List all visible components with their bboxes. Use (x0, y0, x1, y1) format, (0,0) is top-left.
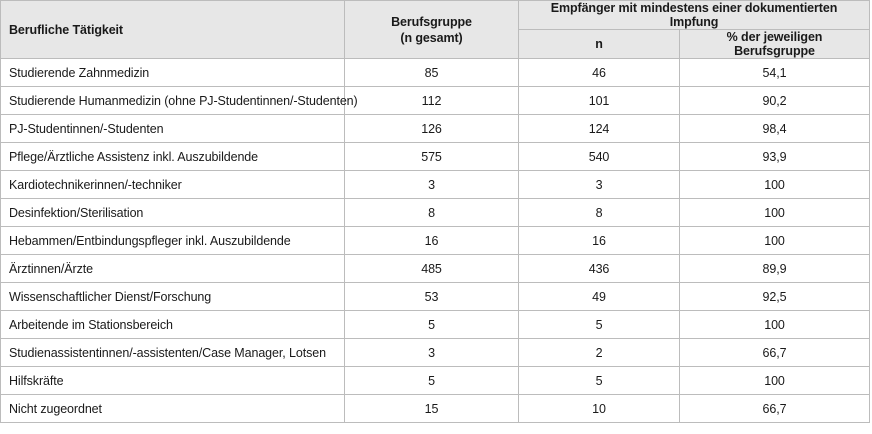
cell-total: 3 (345, 339, 519, 367)
table-row (1, 283, 870, 311)
table-row (1, 255, 870, 283)
cell-total: 112 (345, 87, 519, 115)
table-header (1, 1, 870, 59)
cell-total: 8 (345, 199, 519, 227)
table-row (1, 143, 870, 171)
cell-activity: Desinfektion/Sterilisation (1, 199, 345, 227)
cell-n: 8 (519, 199, 680, 227)
cell-activity: PJ-Studentinnen/-Studenten (1, 115, 345, 143)
cell-activity: Arbeitende im Stationsbereich (1, 311, 345, 339)
cell-n: 2 (519, 339, 680, 367)
header-percent: % der jeweiligen Berufsgruppe (680, 30, 870, 59)
header-n: n (519, 30, 680, 59)
table-row (1, 311, 870, 339)
cell-percent: 98,4 (680, 115, 870, 143)
cell-percent: 90,2 (680, 87, 870, 115)
cell-n: 49 (519, 283, 680, 311)
cell-total: 5 (345, 367, 519, 395)
cell-percent: 100 (680, 171, 870, 199)
header-group-line2: (n gesamt) (400, 30, 463, 45)
cell-total: 5 (345, 311, 519, 339)
cell-total: 16 (345, 227, 519, 255)
cell-n: 16 (519, 227, 680, 255)
table-row (1, 171, 870, 199)
table-row (1, 367, 870, 395)
table-row (1, 115, 870, 143)
cell-activity: Hilfskräfte (1, 367, 345, 395)
cell-activity: Studienassistentinnen/-assistenten/Case Manager, Lotsen (1, 339, 345, 367)
cell-activity: Hebammen/Entbindungspfleger inkl. Auszubildende (1, 227, 345, 255)
table-row (1, 87, 870, 115)
table-row (1, 59, 870, 87)
cell-activity: Nicht zugeordnet (1, 395, 345, 423)
cell-total: 53 (345, 283, 519, 311)
cell-activity: Wissenschaftlicher Dienst/Forschung (1, 283, 345, 311)
cell-percent: 54,1 (680, 59, 870, 87)
cell-n: 436 (519, 255, 680, 283)
cell-n: 46 (519, 59, 680, 87)
cell-percent: 93,9 (680, 143, 870, 171)
header-group-line1: Berufsgruppe (391, 14, 472, 29)
cell-activity: Studierende Humanmedizin (ohne PJ-Studentinnen/-Studenten) (1, 87, 345, 115)
header-professional-group (345, 1, 519, 59)
cell-activity: Pflege/Ärztliche Assistenz inkl. Auszubildende (1, 143, 345, 171)
cell-n: 124 (519, 115, 680, 143)
cell-activity: Kardiotechnikerinnen/-techniker (1, 171, 345, 199)
header-recipients: Empfänger mit mindestens einer dokumentierten Impfung (519, 1, 870, 30)
cell-n: 3 (519, 171, 680, 199)
cell-n: 10 (519, 395, 680, 423)
cell-total: 575 (345, 143, 519, 171)
cell-activity: Studierende Zahnmedizin (1, 59, 345, 87)
header-activity: Berufliche Tätigkeit (1, 1, 345, 59)
cell-percent: 100 (680, 199, 870, 227)
cell-total: 485 (345, 255, 519, 283)
cell-percent: 100 (680, 367, 870, 395)
cell-n: 540 (519, 143, 680, 171)
cell-total: 85 (345, 59, 519, 87)
cell-total: 126 (345, 115, 519, 143)
cell-n: 5 (519, 367, 680, 395)
table-row (1, 339, 870, 367)
cell-percent: 100 (680, 311, 870, 339)
cell-percent: 66,7 (680, 339, 870, 367)
table-body (1, 59, 870, 423)
table-row (1, 199, 870, 227)
cell-percent: 89,9 (680, 255, 870, 283)
table-row (1, 395, 870, 423)
cell-percent: 100 (680, 227, 870, 255)
cell-total: 3 (345, 171, 519, 199)
cell-activity: Ärztinnen/Ärzte (1, 255, 345, 283)
table-row (1, 227, 870, 255)
cell-percent: 92,5 (680, 283, 870, 311)
cell-total: 15 (345, 395, 519, 423)
cell-n: 5 (519, 311, 680, 339)
cell-percent: 66,7 (680, 395, 870, 423)
cell-n: 101 (519, 87, 680, 115)
